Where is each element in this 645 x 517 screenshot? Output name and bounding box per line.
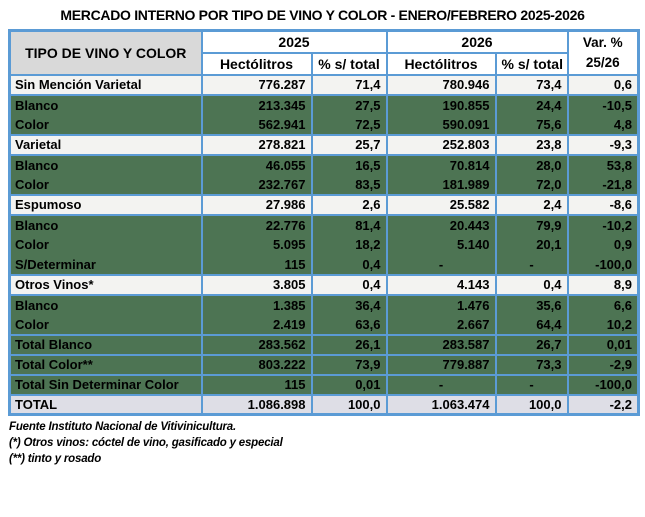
table-row	[10, 95, 639, 115]
cell-hl-2026: 70.814	[387, 155, 496, 175]
cell-label: Sin Mención Varietal	[10, 75, 202, 95]
cell-label: S/Determinar	[10, 255, 202, 275]
cell-hl-2026: 2.667	[387, 315, 496, 335]
table-row	[10, 295, 639, 315]
cell-label: Otros Vinos*	[10, 275, 202, 295]
cell-pct-2025: 0,4	[312, 275, 387, 295]
cell-pct-2026: 79,9	[496, 215, 568, 235]
footnote-tinto-rosado: (**) tinto y rosado	[9, 453, 102, 466]
cell-hl-2025: 562.941	[202, 115, 312, 135]
cell-var: 4,8	[568, 115, 639, 135]
table-row-category	[10, 135, 639, 155]
cell-pct-2025: 81,4	[312, 215, 387, 235]
cell-hl-2025: 46.055	[202, 155, 312, 175]
var-label-line1: Var. %	[582, 35, 623, 51]
cell-hl-2025: 283.562	[202, 335, 312, 355]
footnote-source: Fuente Instituto Nacional de Vitivinicultura.	[9, 421, 236, 433]
cell-pct-2026: -	[496, 375, 568, 395]
cell-hl-2025: 213.345	[202, 95, 312, 115]
cell-var: 8,9	[568, 275, 639, 295]
cell-label: Blanco	[10, 295, 202, 315]
cell-hl-2026: 20.443	[387, 215, 496, 235]
cell-pct-2025: 16,5	[312, 155, 387, 175]
cell-pct-2025: 0,01	[312, 375, 387, 395]
cell-pct-2026: 23,8	[496, 135, 568, 155]
cell-label: Blanco	[10, 95, 202, 115]
table-row	[10, 115, 639, 135]
cell-label: Blanco	[10, 155, 202, 175]
cell-var: -2,9	[568, 355, 639, 375]
cell-label: Total Sin Determinar Color	[10, 375, 202, 395]
cell-pct-2026: 73,3	[496, 355, 568, 375]
cell-var: 0,9	[568, 235, 639, 255]
table-header	[10, 31, 639, 75]
cell-pct-2026: 73,4	[496, 75, 568, 95]
col-header-2025: 2025	[202, 31, 387, 53]
cell-pct-2026: 2,4	[496, 195, 568, 215]
cell-hl-2026: 1.063.474	[387, 395, 496, 415]
cell-var: 0,01	[568, 335, 639, 355]
cell-pct-2025: 83,5	[312, 175, 387, 195]
cell-hl-2026: 283.587	[387, 335, 496, 355]
table-row	[10, 215, 639, 235]
cell-label: TOTAL	[10, 395, 202, 415]
table-row-grand-total	[10, 395, 639, 415]
cell-hl-2026: 1.476	[387, 295, 496, 315]
cell-hl-2025: 1.086.898	[202, 395, 312, 415]
cell-pct-2025: 2,6	[312, 195, 387, 215]
cell-pct-2026: 20,1	[496, 235, 568, 255]
table-row-total-sin-determinar	[10, 375, 639, 395]
col-header-pct-2026: % s/ total	[496, 53, 568, 75]
cell-hl-2025: 3.805	[202, 275, 312, 295]
cell-hl-2026: 4.143	[387, 275, 496, 295]
cell-hl-2026: 25.582	[387, 195, 496, 215]
cell-hl-2025: 803.222	[202, 355, 312, 375]
cell-pct-2026: 26,7	[496, 335, 568, 355]
cell-label: Total Color**	[10, 355, 202, 375]
cell-hl-2026: 252.803	[387, 135, 496, 155]
col-header-tipo: TIPO DE VINO Y COLOR	[10, 31, 202, 75]
col-header-hectolitros-2026: Hectólitros	[387, 53, 496, 75]
cell-hl-2026: 779.887	[387, 355, 496, 375]
cell-pct-2026: 64,4	[496, 315, 568, 335]
cell-pct-2026: 0,4	[496, 275, 568, 295]
table-row	[10, 155, 639, 175]
cell-var: -9,3	[568, 135, 639, 155]
cell-hl-2025: 22.776	[202, 215, 312, 235]
cell-var: -21,8	[568, 175, 639, 195]
table-row	[10, 175, 639, 195]
cell-var: 0,6	[568, 75, 639, 95]
cell-hl-2025: 115	[202, 375, 312, 395]
cell-hl-2026: 5.140	[387, 235, 496, 255]
cell-label: Color	[10, 175, 202, 195]
cell-pct-2026: 28,0	[496, 155, 568, 175]
cell-hl-2025: 115	[202, 255, 312, 275]
cell-label: Color	[10, 235, 202, 255]
cell-label: Color	[10, 315, 202, 335]
wine-market-table	[8, 29, 640, 416]
cell-pct-2025: 63,6	[312, 315, 387, 335]
cell-var: -100,0	[568, 375, 639, 395]
cell-var: -2,2	[568, 395, 639, 415]
cell-pct-2025: 72,5	[312, 115, 387, 135]
cell-pct-2026: -	[496, 255, 568, 275]
footnote-otros-vinos: (*) Otros vinos: cóctel de vino, gasificado y especial	[9, 437, 283, 450]
cell-hl-2025: 5.095	[202, 235, 312, 255]
table-row	[10, 235, 639, 255]
cell-pct-2025: 25,7	[312, 135, 387, 155]
cell-label: Blanco	[10, 215, 202, 235]
cell-hl-2025: 776.287	[202, 75, 312, 95]
cell-hl-2026: 190.855	[387, 95, 496, 115]
cell-pct-2026: 100,0	[496, 395, 568, 415]
col-header-var	[568, 31, 639, 75]
col-header-pct-2025: % s/ total	[312, 53, 387, 75]
table-body	[10, 75, 639, 415]
cell-pct-2025: 36,4	[312, 295, 387, 315]
header-row-years	[10, 31, 639, 53]
table-row	[10, 255, 639, 275]
cell-hl-2025: 27.986	[202, 195, 312, 215]
cell-pct-2026: 24,4	[496, 95, 568, 115]
table-row	[10, 315, 639, 335]
cell-pct-2025: 0,4	[312, 255, 387, 275]
table-row-category	[10, 195, 639, 215]
cell-label: Total Blanco	[10, 335, 202, 355]
cell-pct-2026: 75,6	[496, 115, 568, 135]
cell-hl-2026: -	[387, 375, 496, 395]
table-row-category	[10, 75, 639, 95]
cell-var: 10,2	[568, 315, 639, 335]
footnotes	[9, 419, 637, 467]
cell-label: Color	[10, 115, 202, 135]
cell-pct-2025: 18,2	[312, 235, 387, 255]
cell-hl-2026: -	[387, 255, 496, 275]
cell-hl-2025: 278.821	[202, 135, 312, 155]
cell-pct-2026: 35,6	[496, 295, 568, 315]
cell-var: -10,2	[568, 215, 639, 235]
cell-var: -8,6	[568, 195, 639, 215]
cell-hl-2026: 590.091	[387, 115, 496, 135]
cell-pct-2025: 27,5	[312, 95, 387, 115]
cell-label: Espumoso	[10, 195, 202, 215]
table-row-category	[10, 275, 639, 295]
cell-pct-2025: 71,4	[312, 75, 387, 95]
cell-pct-2025: 26,1	[312, 335, 387, 355]
cell-hl-2025: 1.385	[202, 295, 312, 315]
col-header-hectolitros-2025: Hectólitros	[202, 53, 312, 75]
table-row-total-color	[10, 355, 639, 375]
cell-hl-2025: 2.419	[202, 315, 312, 335]
cell-pct-2025: 73,9	[312, 355, 387, 375]
cell-var: -100,0	[568, 255, 639, 275]
cell-var: 53,8	[568, 155, 639, 175]
col-header-2026: 2026	[387, 31, 568, 53]
var-label-line2: 25/26	[585, 54, 620, 70]
cell-label: Varietal	[10, 135, 202, 155]
table-title: MERCADO INTERNO POR TIPO DE VINO Y COLOR - ENERO/FEBRERO 2025-2026	[60, 7, 585, 23]
cell-hl-2025: 232.767	[202, 175, 312, 195]
cell-var: 6,6	[568, 295, 639, 315]
table-row-total-blanco	[10, 335, 639, 355]
cell-pct-2025: 100,0	[312, 395, 387, 415]
cell-hl-2026: 780.946	[387, 75, 496, 95]
cell-pct-2026: 72,0	[496, 175, 568, 195]
cell-var: -10,5	[568, 95, 639, 115]
cell-hl-2026: 181.989	[387, 175, 496, 195]
